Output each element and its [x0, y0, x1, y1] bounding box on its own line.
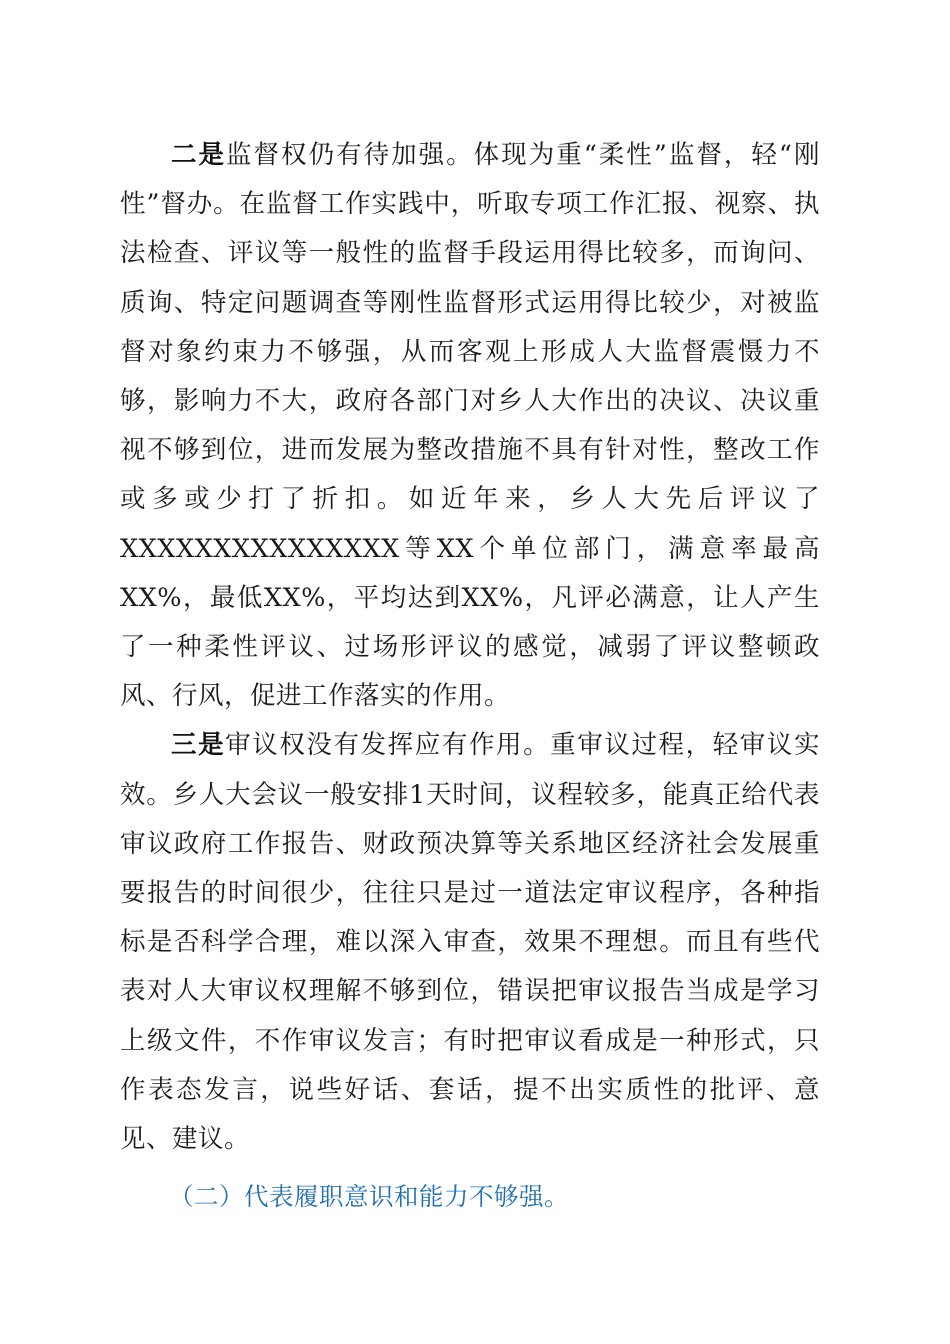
paragraph-text: 审议权没有发挥应有作用。重审议过程，轻审议实效。乡人大会议一般安排1天时间，议程较多，能真正给代表审议政府工作报告、财政预决算等关系地区经济社会发展重要报告的时间很少，往往只是过一道法定审议程序，各种指标是否科学合理，难以深入审查，效果不理想。而且有些代表对人大审议权理解不够到位，错误把审议报告当成是学习上级文件，不作审议发言；有时把审议看成是一种形式，只作表态发言，说些好话、套话，提不出实质性的批评、意见、建议。	[120, 730, 820, 1155]
document-body	[120, 131, 820, 1221]
paragraph-lead: 三是	[171, 730, 226, 761]
paragraph-lead: 二是	[171, 140, 227, 170]
paragraph-text: 监督权仍有待加强。体现为重“柔性”监督，轻“刚性”督办。在监督工作实践中，听取专项工作汇报、视察、执法检查、评议等一般性的监督手段运用得比较多，而询问、质询、特定问题调查等刚性监督形式运用得比较少，对被监督对象约束力不够强，从而客观上形成人大监督震慑力不够，影响力不大，政府各部门对乡人大作出的决议、决议重视不够到位，进而发展为整改措施不具有针对性，整改工作或多或少打了折扣。如近年来，乡人大先后评议了XXXXXXXXXXXXXXX等XX个单位部门，满意率最高XX%，最低XX%，平均达到XX%，凡评必满意，让人产生了一种柔性评议、过场形评议的感觉，减弱了评议整顿政风、行风，促进工作落实的作用。	[120, 140, 820, 712]
paragraph-supervision	[120, 131, 820, 721]
section-heading: （二）代表履职意识和能力不够强。	[169, 1182, 569, 1212]
paragraph-deliberation	[120, 721, 820, 1164]
